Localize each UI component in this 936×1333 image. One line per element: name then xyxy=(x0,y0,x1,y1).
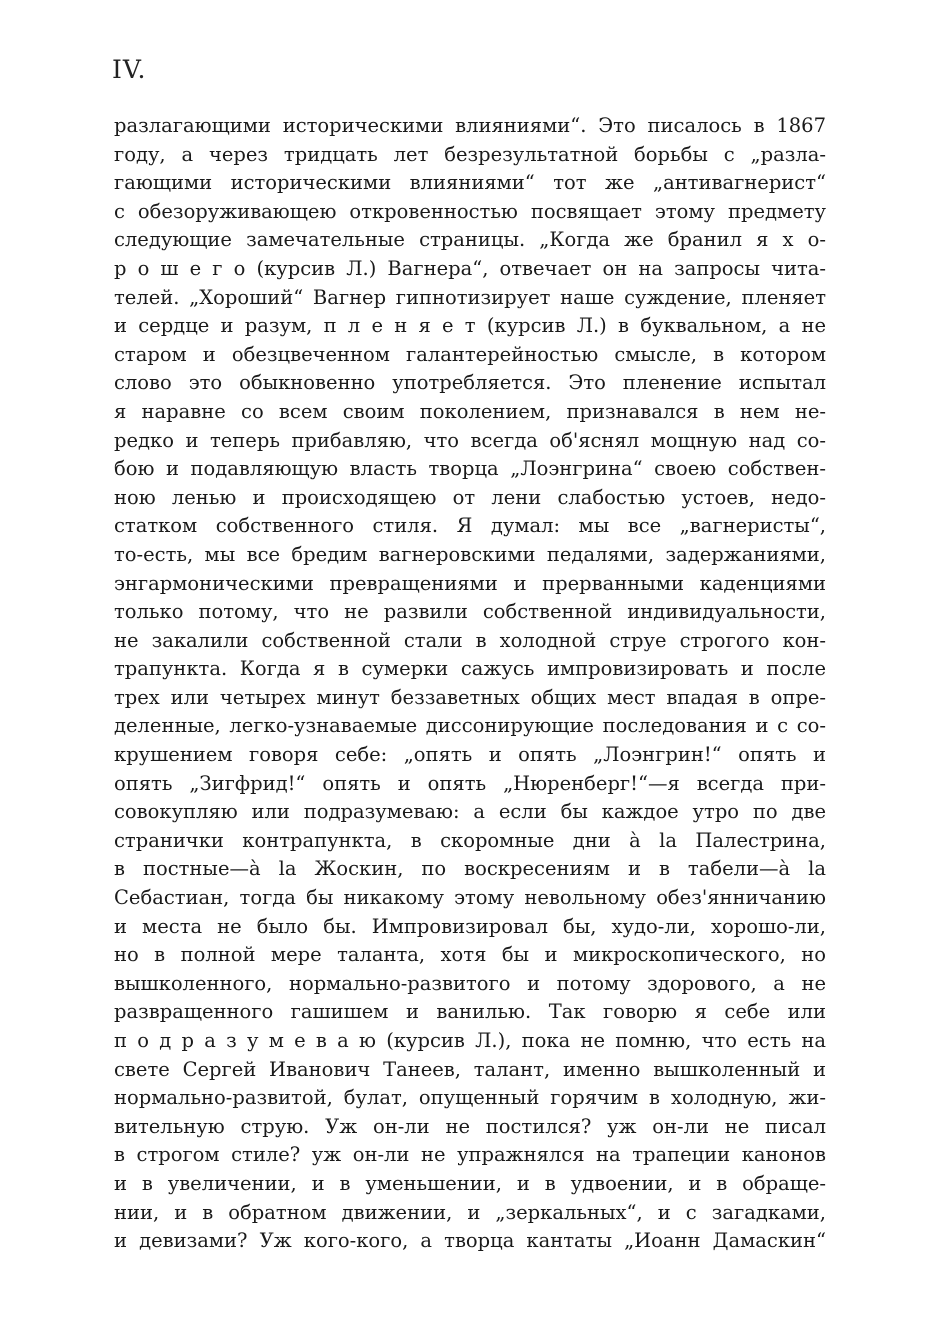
text-line: р о ш е г о (курсив Л.) Вагнера“, отвечает он на запросы чита- xyxy=(114,256,826,280)
text-line: деленные, легко-узнаваемые диссонирующие последования и с со- xyxy=(114,714,826,738)
text-line: телей. „Хороший“ Вагнер гипнотизирует наше суждение, пленяет xyxy=(114,285,826,309)
text-line: только потому, что не развили собственной индивидуальности, xyxy=(114,600,826,624)
text-line: редко и теперь прибавляю, что всегда об'яснял мощную над со- xyxy=(114,428,826,452)
text-line: п о д р а з у м е в а ю (курсив Л.), пока не помню, что есть на xyxy=(114,1029,826,1052)
text-line: опять „Зигфрид!“ опять и опять „Нюренберг!“—я всегда при- xyxy=(114,771,826,795)
text-line: и сердце и разум, п л е н я е т (курсив Л.) в буквальном, а не xyxy=(114,314,826,338)
text-line: ною ленью и происходящею от лени слабостью устоев, недо- xyxy=(114,485,826,509)
text-line: не закалили собственной стали в холодной струе строгого кон- xyxy=(114,628,826,652)
text-line: трех или четырех минут беззаветных общих мест впадая в опре- xyxy=(114,685,826,709)
text-line: энгармоническими превращениями и прерванными каденциями xyxy=(114,571,826,595)
text-line: с обезоруживающею откровенностью посвящает этому предмету xyxy=(114,199,826,223)
page-number: IV. xyxy=(112,55,147,84)
text-line: вышколенного, нормально-развитого и потому здорового, а не xyxy=(114,971,826,995)
text-line: разлагающими историческими влияниями“. Это писалось в 1867 xyxy=(114,114,826,137)
text-line: я наравне со всем своим поколением, признавался в нем не- xyxy=(114,399,826,423)
body-text xyxy=(114,112,826,1256)
text-line: в строгом стиле? уж он-ли не упражнялся на трапеции канонов xyxy=(114,1143,826,1167)
text-line: вительную струю. Уж он-ли не постился? уж он-ли не писал xyxy=(114,1114,826,1138)
text-line: в постные—à la Жоскин, по воскресениям и в табели—à la xyxy=(114,857,826,881)
text-line: Себастиан, тогда бы никакому этому невольному обез'янничанию xyxy=(114,886,826,910)
text-line: нии, и в обратном движении, и „зеркальных“, и с загадками, xyxy=(114,1200,826,1224)
text-line: странички контрапункта, в скоромные дни à la Палестрина, xyxy=(114,828,826,852)
text-line: статком собственного стиля. Я думал: мы все „вагнеристы“, xyxy=(114,514,826,538)
text-line: свете Сергей Иванович Танеев, талант, именно вышколенный и xyxy=(114,1057,826,1081)
text-line: следующие замечательные страницы. „Когда же бранил я х о- xyxy=(114,228,826,252)
text-line: и в увеличении, и в уменьшении, и в удвоении, и в обраще- xyxy=(114,1171,826,1195)
text-line: развращенного гашишем и ванилью. Так говорю я себе или xyxy=(114,1000,826,1024)
text-line: крушением говоря себе: „опять и опять „Лоэнгрин!“ опять и xyxy=(114,743,826,767)
text-line: старом и обезцвеченном галантерейностью смысле, в котором xyxy=(114,342,826,366)
text-line: году, а через тридцать лет безрезультатной борьбы с „разла- xyxy=(114,142,826,166)
text-line: но в полной мере таланта, хотя бы и микроскопического, но xyxy=(114,943,826,967)
text-line: нормально-развитой, булат, опущенный горячим в холодную, жи- xyxy=(114,1086,826,1110)
text-line: и девизами? Уж кого-кого, а творца кантаты „Иоанн Дамаскин“ xyxy=(114,1229,826,1253)
text-line: то-есть, мы все бредим вагнеровскими педалями, задержаниями, xyxy=(114,542,826,566)
text-line: и места не было бы. Импровизировал бы, худо-ли, хорошо-ли, xyxy=(114,914,826,938)
text-line: трапункта. Когда я в сумерки сажусь импровизировать и после xyxy=(114,657,826,681)
text-line: совокупляю или подразумеваю: а если бы каждое утро по две xyxy=(114,800,826,824)
text-line: гающими историческими влияниями“ тот же „антивагнерист“ xyxy=(114,171,826,195)
text-line: бою и подавляющую власть творца „Лоэнгрина“ своею собствен- xyxy=(114,457,826,481)
text-line: слово это обыкновенно употребляется. Это пленение испытал xyxy=(114,371,826,395)
